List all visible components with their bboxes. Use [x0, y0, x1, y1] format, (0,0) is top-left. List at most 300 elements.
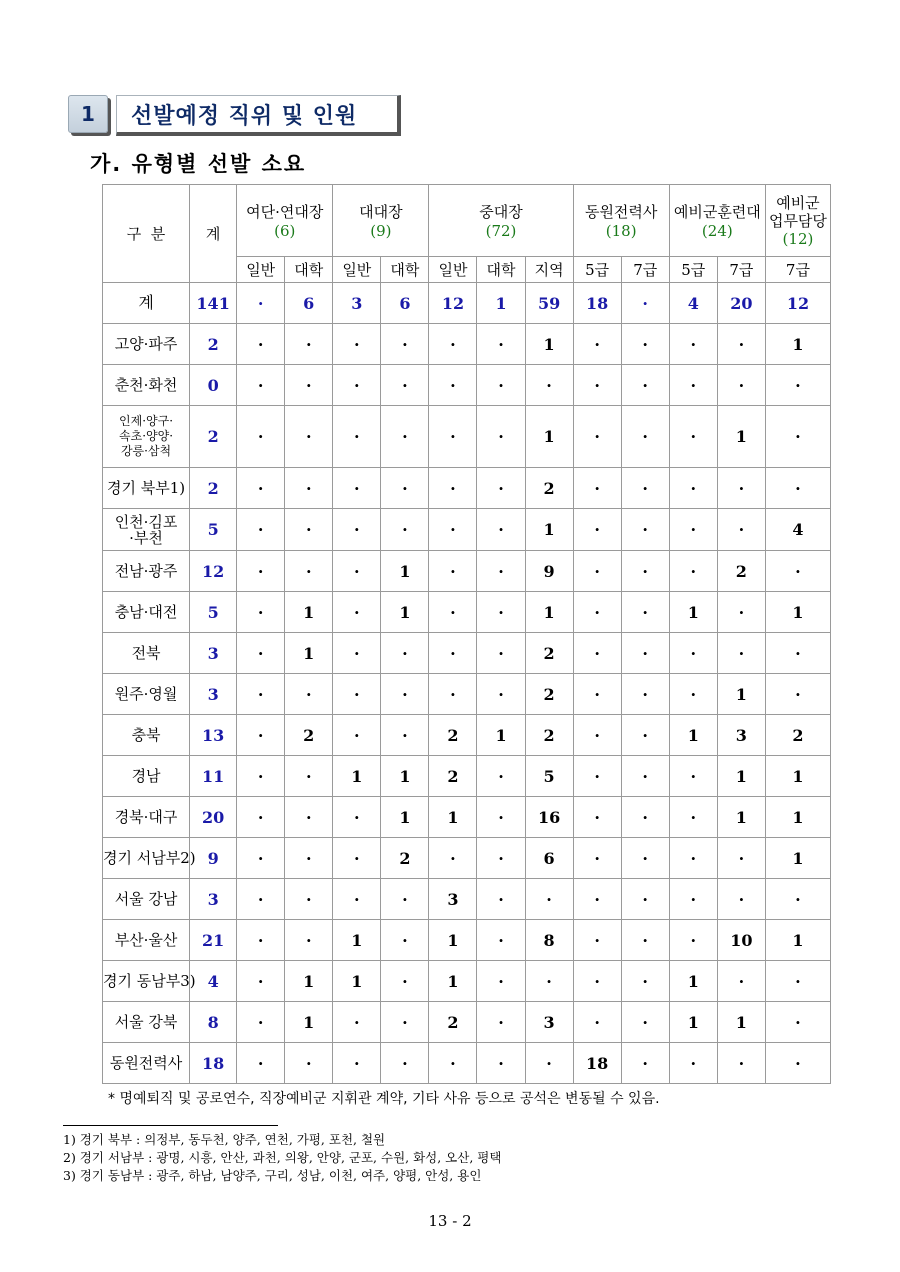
cell-value: ·: [573, 633, 621, 674]
cell-value: ·: [237, 633, 285, 674]
header-group-mobilization: 동원전력사 (18): [573, 185, 669, 257]
header-category: 구 분: [103, 185, 190, 283]
row-total: 20: [190, 797, 237, 838]
cell-value: ·: [333, 324, 381, 365]
cell-value: 1: [525, 509, 573, 551]
cell-value: 1: [765, 920, 830, 961]
cell-value: 3: [333, 283, 381, 324]
cell-value: ·: [429, 1043, 477, 1084]
row-label: 충남·대전: [103, 592, 190, 633]
cell-value: ·: [669, 920, 717, 961]
header-subcol: 7급: [717, 257, 765, 283]
table-row: [103, 756, 831, 797]
footnote-3: 3) 경기 동남부 : 광주, 하남, 남양주, 구리, 성남, 이천, 여주, 양평, 안성, 용인: [63, 1168, 482, 1183]
cell-value: 1: [429, 920, 477, 961]
cell-value: ·: [573, 838, 621, 879]
cell-value: ·: [381, 920, 429, 961]
row-total: 0: [190, 365, 237, 406]
cell-value: 18: [573, 283, 621, 324]
cell-value: ·: [573, 1002, 621, 1043]
cell-value: ·: [621, 324, 669, 365]
cell-value: ·: [237, 324, 285, 365]
cell-value: ·: [717, 633, 765, 674]
cell-value: 1: [429, 797, 477, 838]
cell-value: ·: [573, 551, 621, 592]
cell-value: ·: [237, 406, 285, 468]
cell-value: ·: [237, 674, 285, 715]
cell-value: ·: [717, 1043, 765, 1084]
table-row: [103, 920, 831, 961]
section-title-box: [116, 95, 401, 136]
cell-value: 10: [717, 920, 765, 961]
cell-value: ·: [333, 797, 381, 838]
cell-value: 59: [525, 283, 573, 324]
cell-value: 1: [477, 283, 525, 324]
cell-value: ·: [477, 838, 525, 879]
cell-value: ·: [285, 797, 333, 838]
cell-value: ·: [669, 797, 717, 838]
cell-value: ·: [669, 633, 717, 674]
cell-value: ·: [525, 1043, 573, 1084]
cell-value: 2: [381, 838, 429, 879]
cell-value: ·: [621, 879, 669, 920]
cell-value: 9: [525, 551, 573, 592]
cell-value: ·: [621, 715, 669, 756]
cell-value: 2: [525, 468, 573, 509]
cell-value: ·: [285, 1043, 333, 1084]
cell-value: ·: [333, 365, 381, 406]
cell-value: 1: [717, 674, 765, 715]
cell-value: ·: [237, 961, 285, 1002]
cell-value: 1: [381, 592, 429, 633]
cell-value: 3: [525, 1002, 573, 1043]
cell-value: 2: [429, 1002, 477, 1043]
cell-value: ·: [573, 715, 621, 756]
cell-value: ·: [285, 838, 333, 879]
cell-value: ·: [381, 879, 429, 920]
cell-value: ·: [381, 365, 429, 406]
cell-value: ·: [573, 756, 621, 797]
table-row: [103, 551, 831, 592]
cell-value: ·: [765, 468, 830, 509]
table-row: [103, 879, 831, 920]
cell-value: ·: [477, 756, 525, 797]
cell-value: ·: [429, 633, 477, 674]
cell-value: ·: [621, 1043, 669, 1084]
cell-value: ·: [765, 961, 830, 1002]
cell-value: ·: [717, 961, 765, 1002]
cell-value: ·: [333, 592, 381, 633]
table-row: [103, 324, 831, 365]
row-label: 전남·광주: [103, 551, 190, 592]
header-subcol: 일반: [429, 257, 477, 283]
cell-value: ·: [477, 879, 525, 920]
cell-value: ·: [621, 674, 669, 715]
cell-value: ·: [621, 633, 669, 674]
cell-value: ·: [237, 838, 285, 879]
cell-value: ·: [285, 365, 333, 406]
cell-value: ·: [669, 1043, 717, 1084]
table-row: [103, 715, 831, 756]
cell-value: ·: [237, 365, 285, 406]
footnotes: [63, 1131, 501, 1185]
table-row: [103, 633, 831, 674]
cell-value: ·: [429, 592, 477, 633]
row-total: 8: [190, 1002, 237, 1043]
cell-value: ·: [621, 797, 669, 838]
header-group-reserve-duty: 예비군 업무담당 (12): [765, 185, 830, 257]
cell-value: 1: [333, 961, 381, 1002]
cell-value: 1: [669, 1002, 717, 1043]
cell-value: ·: [285, 879, 333, 920]
cell-value: 6: [381, 283, 429, 324]
header-subcol: 일반: [237, 257, 285, 283]
cell-value: ·: [765, 551, 830, 592]
row-total: 3: [190, 674, 237, 715]
header-subcol: 5급: [669, 257, 717, 283]
cell-value: ·: [669, 365, 717, 406]
cell-value: ·: [237, 1043, 285, 1084]
row-label: 동원전력사: [103, 1043, 190, 1084]
cell-value: ·: [525, 365, 573, 406]
cell-value: 1: [381, 551, 429, 592]
cell-value: ·: [573, 961, 621, 1002]
cell-value: ·: [333, 838, 381, 879]
header-subcol: 7급: [621, 257, 669, 283]
cell-value: ·: [669, 406, 717, 468]
cell-value: 1: [669, 715, 717, 756]
header-subcol: 일반: [333, 257, 381, 283]
row-label: 춘천·화천: [103, 365, 190, 406]
cell-value: ·: [429, 674, 477, 715]
cell-value: ·: [237, 1002, 285, 1043]
cell-value: 1: [333, 920, 381, 961]
cell-value: 2: [525, 633, 573, 674]
row-label: 고양·파주: [103, 324, 190, 365]
cell-value: ·: [765, 365, 830, 406]
cell-value: 2: [717, 551, 765, 592]
cell-value: 16: [525, 797, 573, 838]
cell-value: ·: [717, 468, 765, 509]
cell-value: ·: [717, 365, 765, 406]
row-label: 경남: [103, 756, 190, 797]
cell-value: ·: [381, 633, 429, 674]
cell-value: ·: [381, 324, 429, 365]
footnote-1: 1) 경기 북부 : 의정부, 동두천, 양주, 연천, 가평, 포천, 철원: [63, 1132, 386, 1147]
cell-value: ·: [717, 324, 765, 365]
cell-value: ·: [333, 468, 381, 509]
row-total: 141: [190, 283, 237, 324]
row-label: 부산·울산: [103, 920, 190, 961]
cell-value: ·: [333, 879, 381, 920]
row-total: 9: [190, 838, 237, 879]
cell-value: ·: [621, 509, 669, 551]
cell-value: 1: [333, 756, 381, 797]
cell-value: ·: [669, 838, 717, 879]
header-subcol: 대학: [477, 257, 525, 283]
cell-value: 1: [285, 633, 333, 674]
row-label: 계: [103, 283, 190, 324]
row-label: 서울 강북: [103, 1002, 190, 1043]
cell-value: ·: [477, 633, 525, 674]
cell-value: 1: [525, 592, 573, 633]
cell-value: ·: [717, 879, 765, 920]
cell-value: 2: [285, 715, 333, 756]
cell-value: ·: [333, 1002, 381, 1043]
cell-value: 3: [429, 879, 477, 920]
cell-value: ·: [237, 283, 285, 324]
row-label: 인제·양구· 속초·양양· 강릉·삼척: [103, 406, 190, 468]
footnote-divider: [63, 1125, 278, 1126]
cell-value: 12: [429, 283, 477, 324]
cell-value: ·: [621, 592, 669, 633]
cell-value: ·: [477, 1043, 525, 1084]
cell-value: ·: [621, 406, 669, 468]
cell-value: ·: [573, 879, 621, 920]
cell-value: ·: [477, 592, 525, 633]
cell-value: ·: [477, 509, 525, 551]
row-total: 12: [190, 551, 237, 592]
cell-value: ·: [669, 324, 717, 365]
cell-value: 6: [285, 283, 333, 324]
cell-value: ·: [765, 633, 830, 674]
cell-value: 6: [525, 838, 573, 879]
cell-value: 2: [525, 715, 573, 756]
cell-value: ·: [285, 920, 333, 961]
cell-value: 1: [525, 406, 573, 468]
cell-value: ·: [285, 468, 333, 509]
cell-value: ·: [381, 715, 429, 756]
cell-value: 1: [477, 715, 525, 756]
header-subcol: 지역: [525, 257, 573, 283]
subheading: 가. 유형별 선발 소요: [90, 152, 307, 176]
cell-value: 1: [717, 797, 765, 838]
cell-value: ·: [381, 1002, 429, 1043]
cell-value: 1: [765, 756, 830, 797]
cell-value: ·: [285, 324, 333, 365]
cell-value: ·: [477, 551, 525, 592]
cell-value: 1: [765, 797, 830, 838]
cell-value: ·: [621, 756, 669, 797]
cell-value: ·: [381, 468, 429, 509]
page-number: 13 - 2: [428, 1212, 472, 1230]
cell-value: ·: [765, 406, 830, 468]
row-label: 서울 강남: [103, 879, 190, 920]
cell-value: ·: [477, 406, 525, 468]
cell-value: ·: [621, 283, 669, 324]
cell-value: ·: [285, 406, 333, 468]
row-total: 5: [190, 592, 237, 633]
table-row: [103, 1043, 831, 1084]
cell-value: ·: [573, 797, 621, 838]
cell-value: ·: [285, 674, 333, 715]
cell-value: 4: [765, 509, 830, 551]
cell-value: 8: [525, 920, 573, 961]
cell-value: ·: [429, 406, 477, 468]
cell-value: ·: [429, 838, 477, 879]
cell-value: ·: [669, 509, 717, 551]
cell-value: ·: [621, 468, 669, 509]
cell-value: ·: [573, 365, 621, 406]
cell-value: ·: [381, 674, 429, 715]
cell-value: ·: [669, 551, 717, 592]
cell-value: ·: [381, 406, 429, 468]
header-subcol: 대학: [381, 257, 429, 283]
cell-value: ·: [333, 674, 381, 715]
cell-value: ·: [333, 1043, 381, 1084]
row-label: 경기 동남부3): [103, 961, 190, 1002]
row-total: 21: [190, 920, 237, 961]
cell-value: ·: [573, 406, 621, 468]
cell-value: ·: [333, 406, 381, 468]
cell-value: ·: [237, 468, 285, 509]
cell-value: 1: [765, 838, 830, 879]
cell-value: 2: [765, 715, 830, 756]
cell-value: 2: [429, 715, 477, 756]
row-label: 경북·대구: [103, 797, 190, 838]
cell-value: ·: [573, 324, 621, 365]
row-total: 2: [190, 468, 237, 509]
cell-value: 1: [669, 961, 717, 1002]
row-total: 4: [190, 961, 237, 1002]
cell-value: 18: [573, 1043, 621, 1084]
cell-value: ·: [333, 715, 381, 756]
cell-value: ·: [765, 1002, 830, 1043]
cell-value: ·: [237, 715, 285, 756]
cell-value: ·: [717, 838, 765, 879]
cell-value: ·: [717, 509, 765, 551]
cell-value: ·: [285, 551, 333, 592]
cell-value: ·: [429, 551, 477, 592]
cell-value: ·: [477, 1002, 525, 1043]
cell-value: 5: [525, 756, 573, 797]
table-row: [103, 961, 831, 1002]
cell-value: 1: [429, 961, 477, 1002]
cell-value: ·: [573, 674, 621, 715]
cell-value: ·: [669, 468, 717, 509]
cell-value: ·: [381, 509, 429, 551]
cell-value: ·: [429, 468, 477, 509]
cell-value: ·: [381, 961, 429, 1002]
header-total: 계: [190, 185, 237, 283]
cell-value: 1: [285, 1002, 333, 1043]
header-group-brigade: 여단·연대장 (6): [237, 185, 333, 257]
cell-value: 1: [717, 756, 765, 797]
row-total: 2: [190, 324, 237, 365]
cell-value: 1: [285, 961, 333, 1002]
table-row: [103, 468, 831, 509]
cell-value: ·: [669, 674, 717, 715]
cell-value: ·: [237, 756, 285, 797]
cell-value: ·: [573, 468, 621, 509]
cell-value: ·: [477, 324, 525, 365]
table-row: [103, 509, 831, 551]
cell-value: ·: [477, 961, 525, 1002]
cell-value: ·: [333, 509, 381, 551]
cell-value: 4: [669, 283, 717, 324]
table-row: [103, 797, 831, 838]
cell-value: ·: [477, 920, 525, 961]
cell-value: ·: [621, 1002, 669, 1043]
cell-value: ·: [765, 674, 830, 715]
table-row: [103, 406, 831, 468]
cell-value: 1: [717, 406, 765, 468]
cell-value: ·: [477, 468, 525, 509]
cell-value: ·: [237, 509, 285, 551]
cell-value: ·: [621, 961, 669, 1002]
row-label: 원주·영월: [103, 674, 190, 715]
cell-value: ·: [621, 365, 669, 406]
cell-value: ·: [717, 592, 765, 633]
cell-value: ·: [669, 879, 717, 920]
cell-value: ·: [237, 920, 285, 961]
row-total: 13: [190, 715, 237, 756]
cell-value: ·: [573, 592, 621, 633]
row-total: 5: [190, 509, 237, 551]
header-group-company: 중대장 (72): [429, 185, 573, 257]
cell-value: 12: [765, 283, 830, 324]
cell-value: 1: [525, 324, 573, 365]
cell-value: ·: [477, 674, 525, 715]
header-group-reserve-training: 예비군훈련대 (24): [669, 185, 765, 257]
cell-value: 1: [381, 797, 429, 838]
cell-value: ·: [525, 961, 573, 1002]
cell-value: ·: [237, 797, 285, 838]
cell-value: ·: [285, 509, 333, 551]
cell-value: 2: [429, 756, 477, 797]
row-total: 2: [190, 406, 237, 468]
table-row: [103, 674, 831, 715]
row-total: 3: [190, 633, 237, 674]
row-label: 경기 서남부2): [103, 838, 190, 879]
cell-value: ·: [477, 365, 525, 406]
cell-value: ·: [621, 920, 669, 961]
cell-value: 20: [717, 283, 765, 324]
section-title: 선발예정 직위 및 인원: [131, 104, 358, 129]
header-subcol: 7급: [765, 257, 830, 283]
cell-value: ·: [333, 551, 381, 592]
cell-value: 1: [765, 592, 830, 633]
row-label: 전북: [103, 633, 190, 674]
cell-value: ·: [669, 756, 717, 797]
cell-value: ·: [525, 879, 573, 920]
cell-value: ·: [381, 1043, 429, 1084]
table-row: [103, 365, 831, 406]
row-label: 인천·김포 ·부천: [103, 509, 190, 551]
cell-value: ·: [573, 920, 621, 961]
cell-value: 1: [717, 1002, 765, 1043]
row-label: 충북: [103, 715, 190, 756]
cell-value: 1: [381, 756, 429, 797]
cell-value: 3: [717, 715, 765, 756]
selection-table: [102, 184, 831, 1084]
table-row: [103, 592, 831, 633]
cell-value: ·: [429, 324, 477, 365]
row-total: 3: [190, 879, 237, 920]
cell-value: ·: [285, 756, 333, 797]
cell-value: ·: [237, 592, 285, 633]
cell-value: ·: [765, 1043, 830, 1084]
table-row: [103, 1002, 831, 1043]
header-subcol: 5급: [573, 257, 621, 283]
row-label: 경기 북부1): [103, 468, 190, 509]
cell-value: ·: [429, 509, 477, 551]
cell-value: ·: [765, 879, 830, 920]
row-total: 11: [190, 756, 237, 797]
table-row: [103, 838, 831, 879]
cell-value: ·: [621, 551, 669, 592]
header-group-battalion: 대대장 (9): [333, 185, 429, 257]
